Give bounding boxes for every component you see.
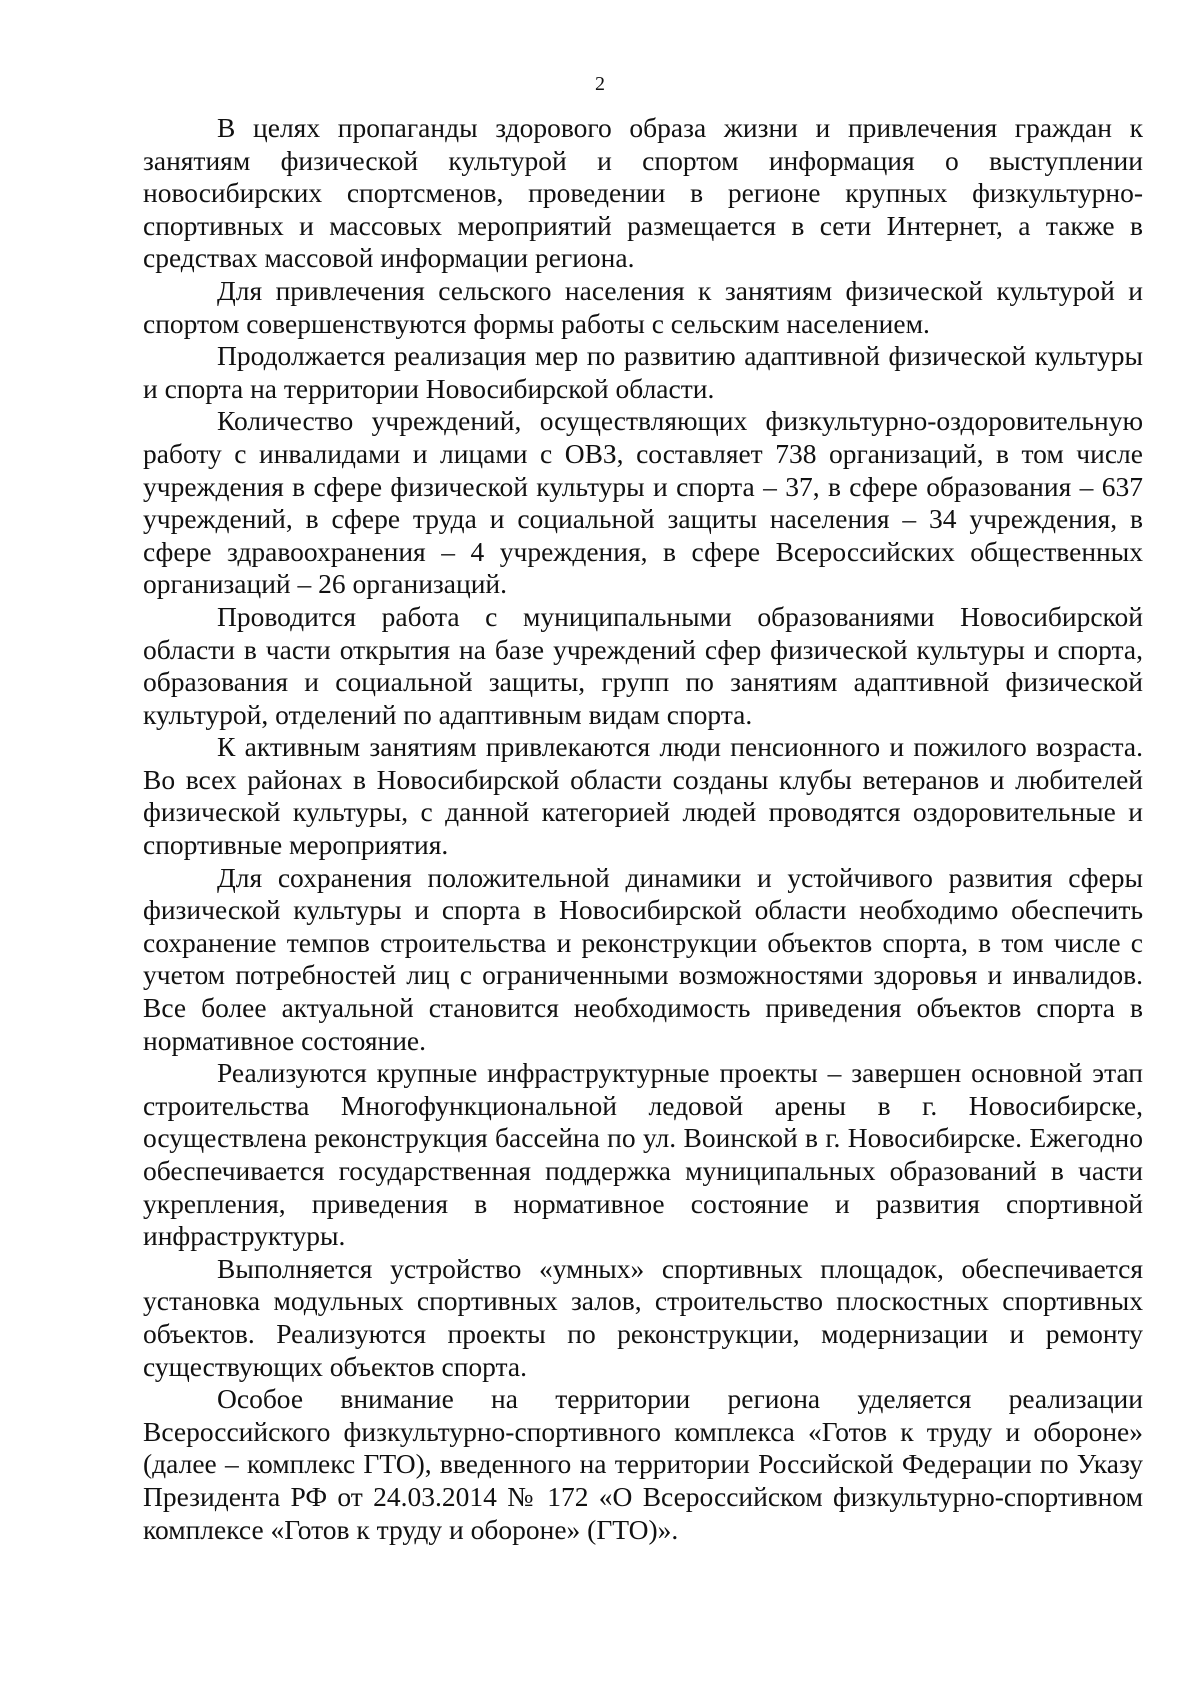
paragraph-smart-playgrounds: Выполняется устройство «умных» спортивных площадок, обеспечивается установка модульных спортивных залов, строительство плоскостных спортивных объектов. Реализуются проекты по реконструкции, модернизации и ремонту существующих объектов спорта. [143,1252,1143,1382]
paragraph-elderly: К активным занятиям привлекаются люди пенсионного и пожилого возраста. Во всех районах в Новосибирской области созданы клубы ветеранов и любителей физической культуры, с данной категорией людей проводятся оздоровительные и спортивные мероприятия. [143,731,1143,861]
page-number: 2 [595,73,605,95]
paragraph-gto: Особое внимание на территории региона уделяется реализации Всероссийского физкультурно-спортивного комплекса «Готов к труду и обороне» (далее – комплекс ГТО), введенного на территории Российской Федерации по Указу Президента РФ от 24.03.2014 № 172 «О Всероссийском физкультурно-спортивном комплексе «Готов к труду и обороне» (ГТО)». [143,1383,1143,1545]
paragraph-municipal-work: Проводится работа с муниципальными образованиями Новосибирской области в части открытия на базе учреждений сфер физической культуры и спорта, образования и социальной защиты, групп по занятиям адаптивной физической культурой, отделений по адаптивным видам спорта. [143,600,1143,730]
paragraph-infrastructure-pace: Для сохранения положительной динамики и устойчивого развития сферы физической культуры и спорта в Новосибирской области необходимо обеспечить сохранение темпов строительства и реконструкции объектов спорта, в том числе с учетом потребностей лиц с ограниченными возможностями здоровья и инвалидов. Все более актуальной становится необходимость приведения объектов спорта в нормативное состояние. [143,861,1143,1056]
paragraph-rural-population: Для привлечения сельского населения к занятиям физической культурой и спортом совершенствуются формы работы с сельским населением. [143,274,1143,339]
paragraph-large-projects: Реализуются крупные инфраструктурные проекты – завершен основной этап строительства Многофункциональной ледовой арены в г. Новосибирске, осуществлена реконструкция бассейна по ул. Воинской в г. Новосибирске. Ежегодно обеспечивается государственная поддержка муниципальных образований в части укрепления, приведения в нормативное состояние и развития спортивной инфраструктуры. [143,1057,1143,1252]
paragraph-propaganda: В целях пропаганды здорового образа жизни и привлечения граждан к занятиям физической культурой и спортом информация о выступлении новосибирских спортсменов, проведении в регионе крупных физкультурно-спортивных и массовых мероприятий размещается в сети Интернет, а также в средствах массовой информации региона. [143,112,1143,274]
document-body [143,112,1143,1546]
paragraph-adaptive-sport: Продолжается реализация мер по развитию адаптивной физической культуры и спорта на территории Новосибирской области. [143,340,1143,404]
paragraph-institutions-count: Количество учреждений, осуществляющих физкультурно-оздоровительную работу с инвалидами и лицами с ОВЗ, составляет 738 организаций, в том числе учреждения в сфере физической культуры и спорта – 37, в сфере образования – 637 учреждений, в сфере труда и социальной защиты населения – 34 учреждения, в сфере здравоохранения – 4 учреждения, в сфере Всероссийских общественных организаций – 26 организаций. [143,405,1143,600]
